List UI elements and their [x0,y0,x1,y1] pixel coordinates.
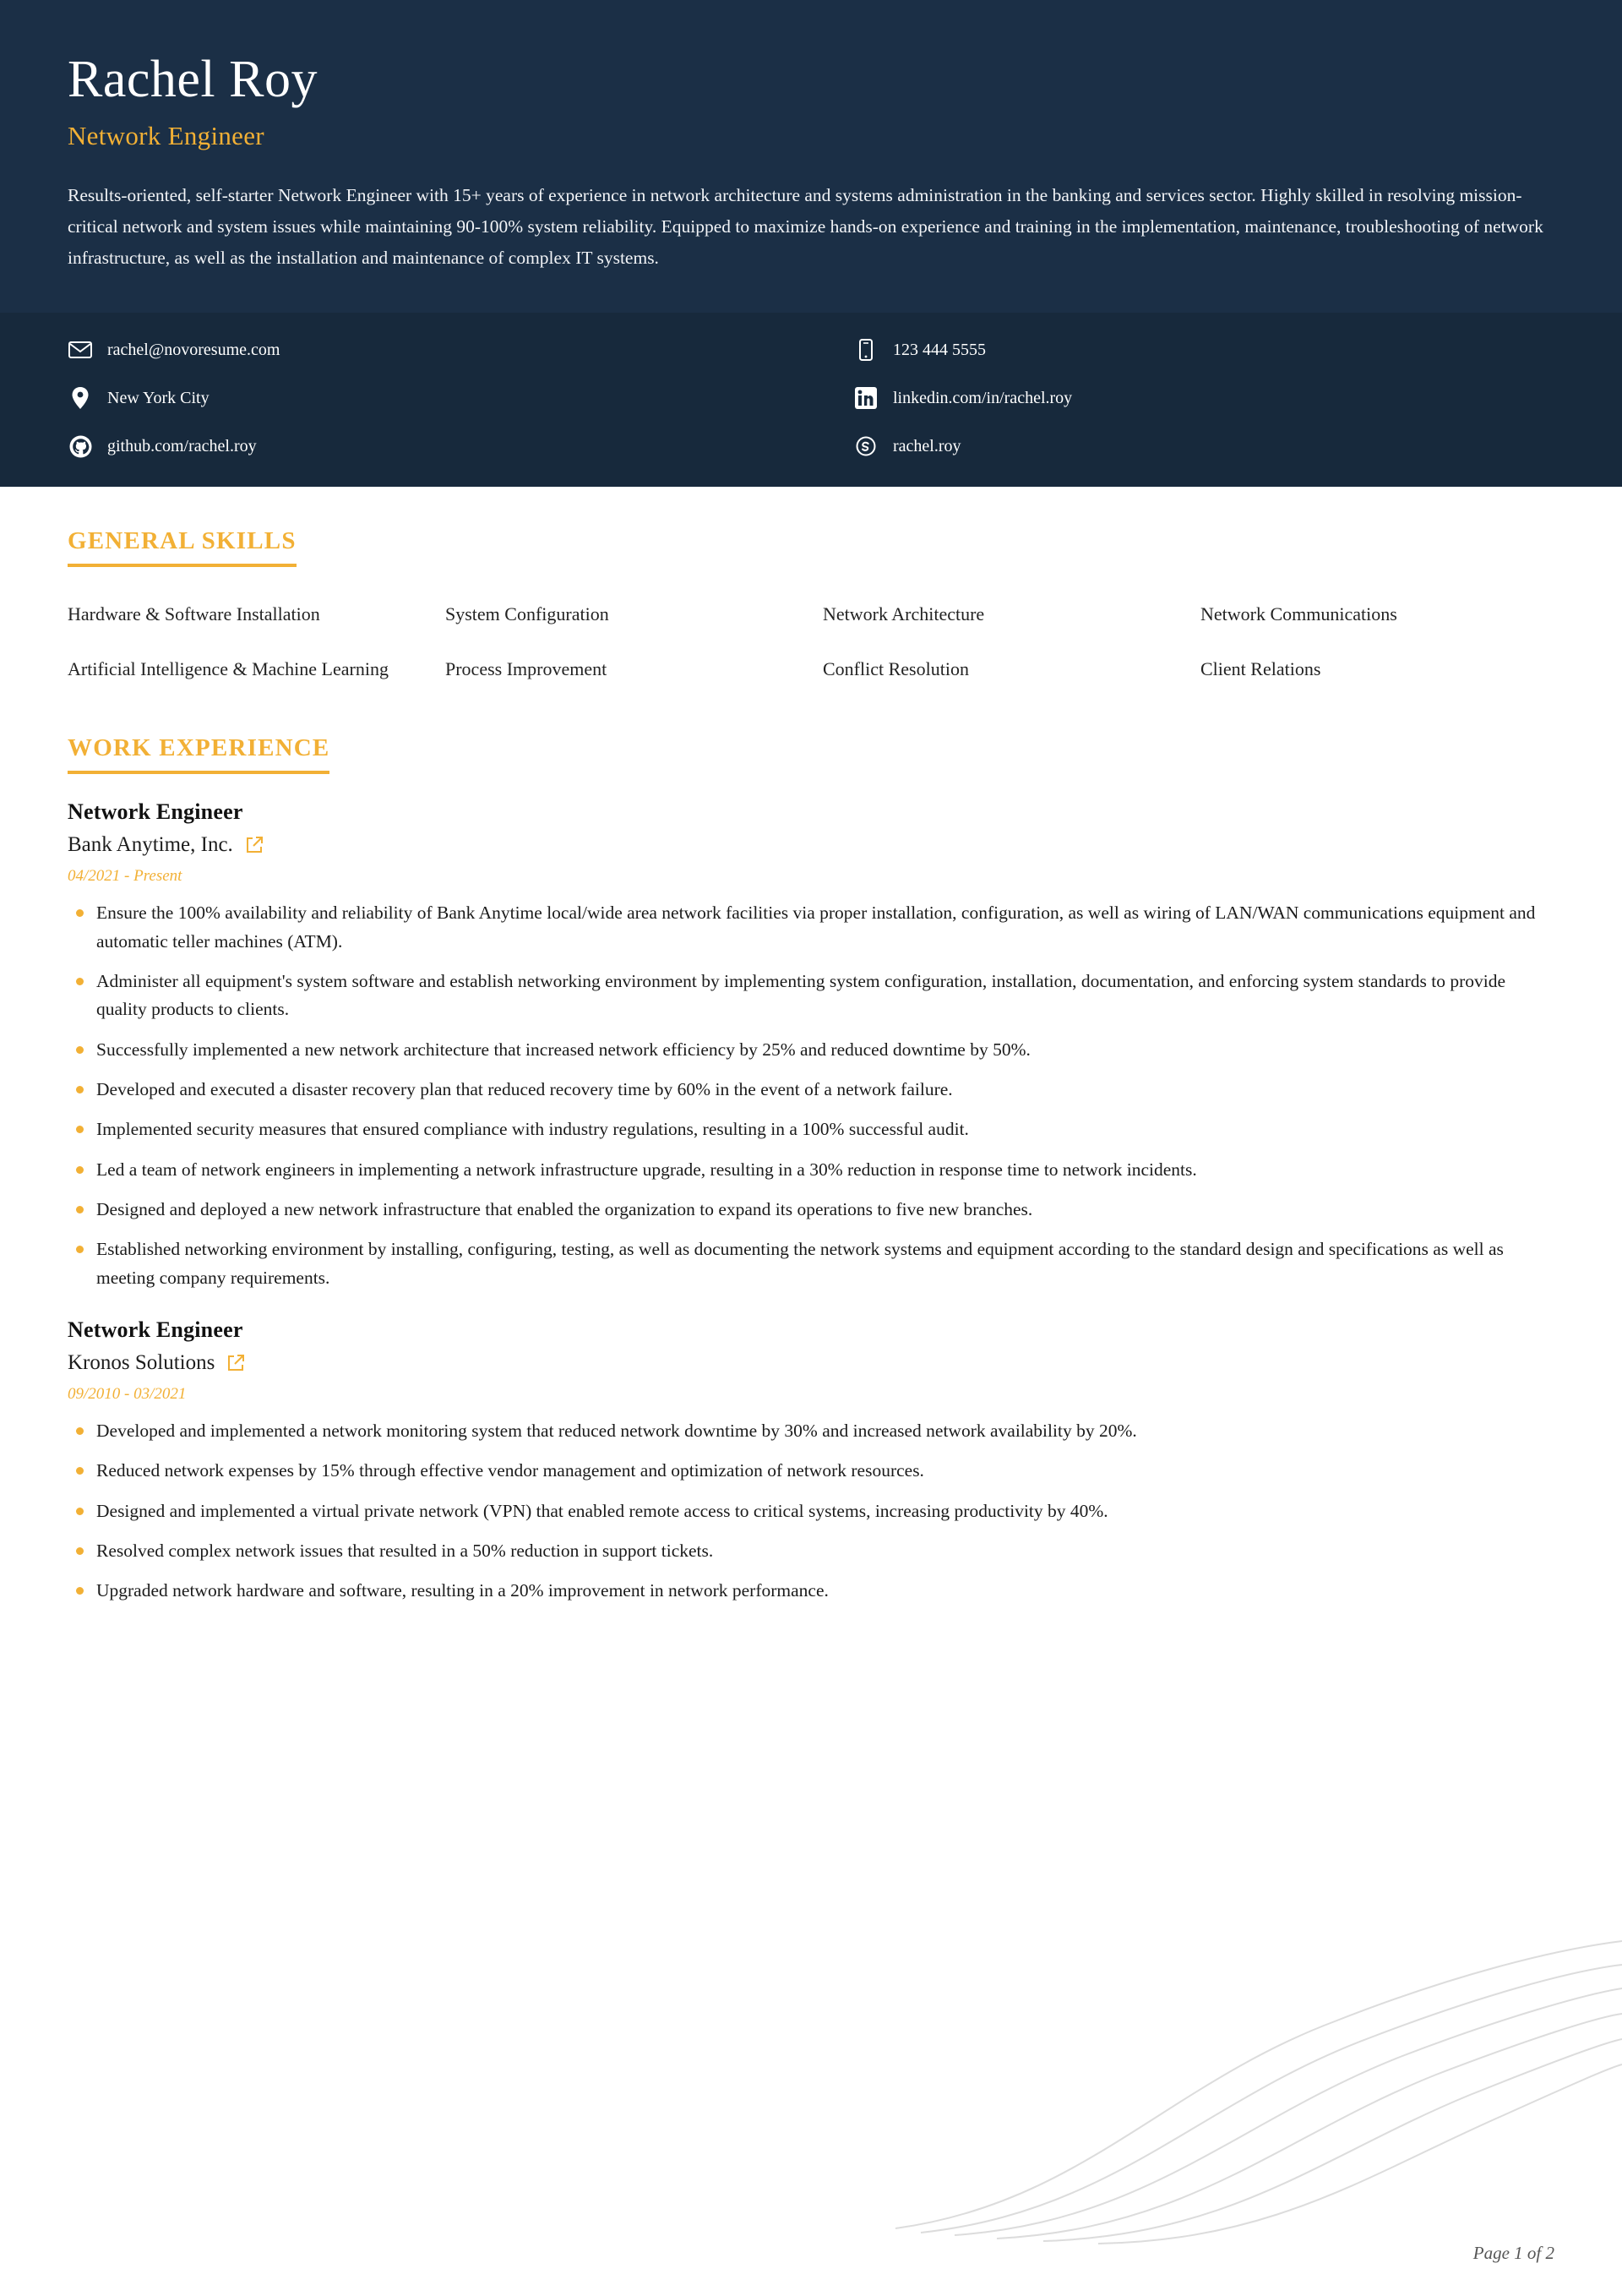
bullet-item: Designed and implemented a virtual private network (VPN) that enabled remote access to critical systems, increasing productivity by 40%. [68,1497,1554,1525]
experience-company-line [68,1351,1554,1375]
external-link-icon[interactable] [226,1354,245,1372]
experience-dates: 09/2010 - 03/2021 [68,1384,187,1403]
resume-header [0,0,1622,313]
contact-email[interactable] [68,335,853,365]
contact-phone-text: 123 444 5555 [893,341,986,359]
contact-location [68,383,853,413]
section-work-experience [68,734,1554,1605]
bullet-item: Developed and implemented a network monitoring system that reduced network downtime by 30% and increased network availability by 20%. [68,1417,1554,1445]
contact-github[interactable] [68,431,853,461]
skill-item: Hardware & Software Installation [68,603,320,624]
bullet-item: Successfully implemented a new network architecture that increased network efficiency by 25% and reduced downtime by 50%. [68,1036,1554,1064]
skill-item: Network Communications [1200,603,1397,624]
section-title-work-experience: WORK EXPERIENCE [68,734,329,774]
section-title-general-skills: GENERAL SKILLS [68,527,297,567]
skill-item: Client Relations [1200,658,1321,680]
skype-icon [853,434,879,459]
contact-location-text: New York City [107,389,210,407]
contact-linkedin-text: linkedin.com/in/rachel.roy [893,389,1073,407]
experience-company: Kronos Solutions [68,1350,215,1374]
contact-github-text: github.com/rachel.roy [107,437,257,455]
experience-company: Bank Anytime, Inc. [68,833,233,857]
experience-bullets [68,1417,1554,1606]
job-title: Network Engineer [68,121,264,151]
page-number: Page 1 of 2 [1472,2243,1554,2263]
section-general-skills [68,527,1554,682]
page-title: Rachel Roy [68,51,318,108]
experience-company-line [68,833,1554,857]
profile-summary: Results-oriented, self-starter Network Engineer with 15+ years of experience in network architecture and systems administration in the banking and services sector. Highly skilled in resolving mission-critical network and system issues while maintaining 90-100% system reliability. Equipped to maximize hands-on experience and training in the implementation, maintenance, troubleshooting of network infrastructure, as well as the installation and maintenance of complex IT systems. [68,185,1543,269]
bullet-item: Established networking environment by installing, configuring, testing, as well as documenting the network systems and equipment according to the standard design and specifications as well as meeting company requirements. [68,1235,1554,1292]
skill-item: Process Improvement [445,658,607,680]
bullet-item: Developed and executed a disaster recovery plan that reduced recovery time by 60% in the event of a network failure. [68,1076,1554,1104]
experience-entry [68,799,1554,1291]
bullet-item: Reduced network expenses by 15% through effective vendor management and optimization of network resources. [68,1457,1554,1485]
experience-role: Network Engineer [68,799,243,825]
bullet-item: Designed and deployed a new network infrastructure that enabled the organization to expand its operations to five new branches. [68,1196,1554,1224]
experience-bullets [68,899,1554,1291]
external-link-icon[interactable] [245,836,264,854]
email-icon [68,337,93,363]
bullet-item: Upgraded network hardware and software, resulting in a 20% improvement in network performance. [68,1577,1554,1605]
location-pin-icon [68,385,93,411]
bullet-item: Ensure the 100% availability and reliability of Bank Anytime local/wide area network facilities via proper installation, configuration, as well as wiring of LAN/WAN communications equipment and automatic teller machines (ATM). [68,899,1554,956]
bullet-item: Resolved complex network issues that resulted in a 50% reduction in support tickets. [68,1537,1554,1565]
contact-linkedin[interactable] [853,383,1554,413]
linkedin-icon [853,385,879,411]
contact-phone[interactable] [853,335,1554,365]
contact-skype[interactable] [853,431,1554,461]
phone-icon [853,337,879,363]
bullet-item: Led a team of network engineers in implementing a network infrastructure upgrade, resulting in a 30% reduction in response time to network incidents. [68,1156,1554,1184]
contact-skype-text: rachel.roy [893,437,961,455]
skill-item: Artificial Intelligence & Machine Learning [68,658,389,680]
bullet-item: Administer all equipment's system software and establish networking environment by implementing system configuration, installation, documentation, and enforcing system standards to provide quality products to clients. [68,968,1554,1024]
skill-item: System Configuration [445,603,609,624]
decorative-waves [862,1806,1622,2245]
bullet-item: Implemented security measures that ensured compliance with industry regulations, resulting in a 100% successful audit. [68,1115,1554,1143]
skills-grid [68,601,1554,682]
contact-email-text: rachel@novoresume.com [107,341,280,359]
experience-role: Network Engineer [68,1317,243,1342]
experience-dates: 04/2021 - Present [68,867,182,886]
resume-body [0,487,1622,1605]
skill-item: Network Architecture [823,603,985,624]
skill-item: Conflict Resolution [823,658,969,680]
contact-bar [0,313,1622,487]
github-icon [68,434,93,459]
experience-entry [68,1317,1554,1606]
